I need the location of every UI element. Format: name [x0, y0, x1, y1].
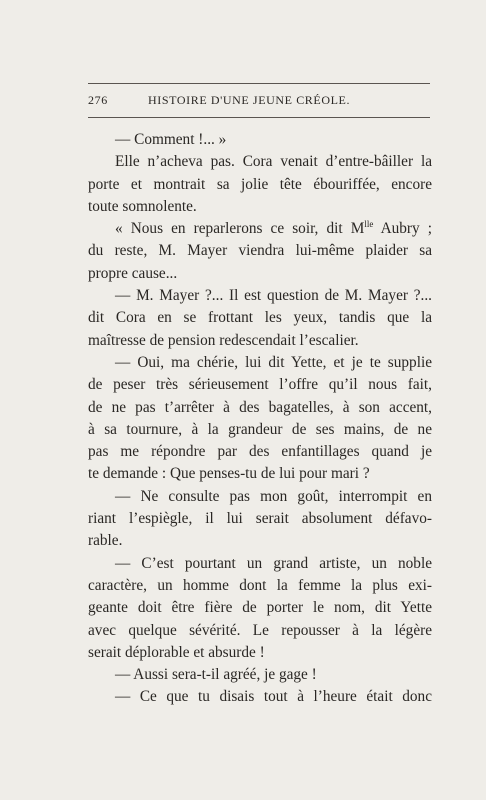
- body-text: [88, 129, 432, 709]
- text-line: — M. Mayer ?... Il est question de M. Mayer ?...: [115, 287, 432, 305]
- text-line: Elle n’acheva pas. Cora venait d’entre-bâiller la: [115, 153, 432, 171]
- text-line: caractère, un homme dont la femme la plus exi-: [88, 576, 432, 594]
- text-line: — Oui, ma chérie, lui dit Yette, et je te supplie: [115, 353, 432, 371]
- page-number: 276: [88, 93, 108, 107]
- text-line: te demande : Que penses-tu de lui pour mari ?: [88, 465, 370, 483]
- header-bottom-rule: [88, 117, 430, 118]
- text-line: de ne pas t’arrêter à des bagatelles, à son accent,: [88, 398, 432, 416]
- text-line: dit Cora en se frottant les yeux, tandis que la: [88, 309, 432, 327]
- text-line: toute somnolente.: [88, 197, 197, 215]
- running-header: [88, 93, 430, 109]
- text-line: du reste, M. Mayer viendra lui-même plaider sa: [88, 242, 432, 260]
- text-line: serait déplorable et absurde !: [88, 643, 265, 661]
- text-line: — C’est pourtant un grand artiste, un noble: [115, 554, 432, 572]
- text-line: « Nous en reparlerons ce soir, dit $M^{lle}$ Aubry ;: [115, 219, 432, 238]
- text-line: — Ce que tu disais tout à l’heure était donc: [115, 688, 432, 706]
- text-line: à sa tournure, à la grandeur de ses mains, de ne: [88, 420, 432, 438]
- text-line: pas me répondre par des enfantillages quand je: [88, 443, 432, 461]
- text-line: rable.: [88, 532, 123, 550]
- text-line: de peser très sérieusement l’offre qu’il nous fait,: [88, 376, 432, 394]
- text-line: riant l’espiègle, il lui serait absolument défavo-: [88, 510, 432, 528]
- text-line: propre cause...: [88, 264, 178, 282]
- text-line: avec quelque sévérité. Le repousser à la légère: [88, 621, 432, 639]
- header-top-rule: [88, 83, 430, 84]
- text-line: — Aussi sera-t-il agréé, je gage !: [115, 666, 317, 684]
- text-line: porte et montrait sa jolie tête ébouriffée, encore: [88, 175, 432, 193]
- text-line: geante doit être fière de porter le nom, dit Yette: [88, 599, 432, 617]
- text-line: — Comment !... »: [115, 131, 227, 148]
- text-line: maîtresse de pension redescendait l’escalier.: [88, 331, 359, 349]
- running-title: HISTOIRE D'UNE JEUNE CRÉOLE.: [148, 93, 351, 107]
- text-line: — Ne consulte pas mon goût, interrompit en: [115, 487, 432, 505]
